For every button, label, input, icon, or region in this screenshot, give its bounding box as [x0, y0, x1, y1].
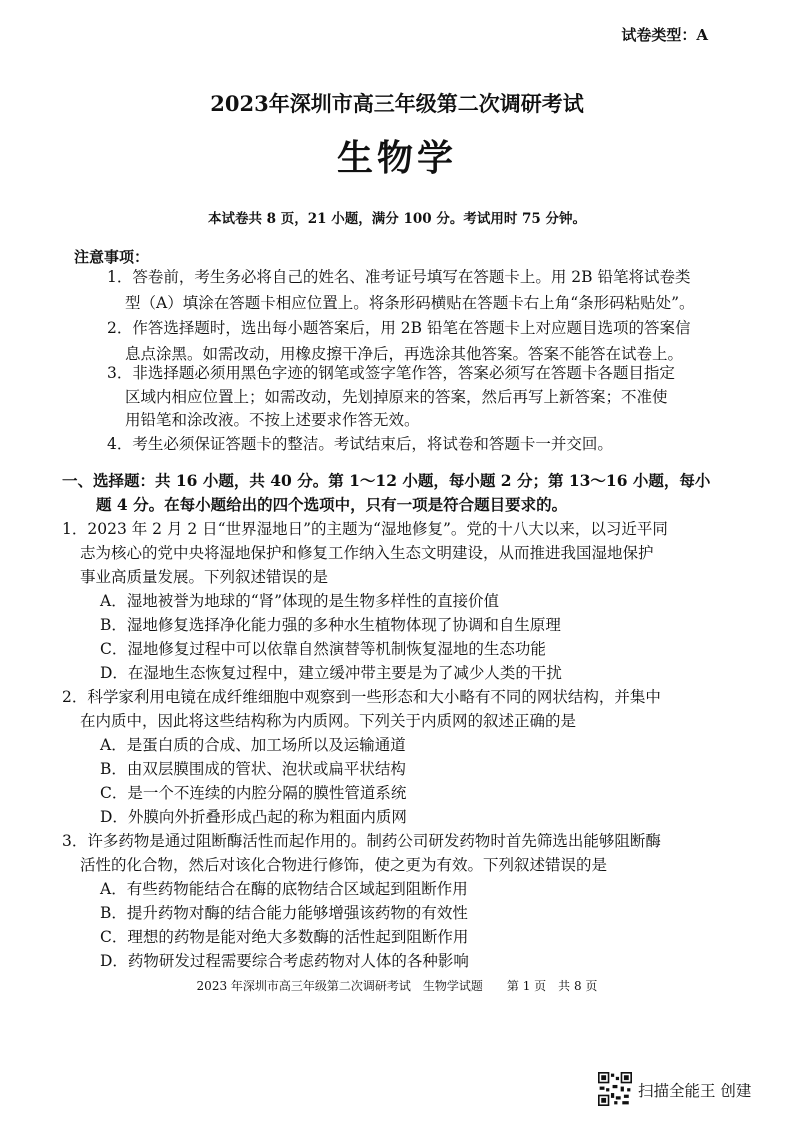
question-option: C．理想的药物是能对绝大多数酶的活性起到阻断作用 — [100, 928, 469, 946]
exam-title: 2023年深圳市高三年级第二次调研考试 — [210, 91, 584, 116]
question-option: B．提升药物对酶的结合能力能够增强该药物的有效性 — [100, 904, 468, 922]
question-stem-line: 事业高质量发展。下列叙述错误的是 — [80, 568, 329, 586]
question-option: C．湿地修复过程中可以依靠自然演替等机制恢复湿地的生态功能 — [100, 640, 546, 658]
scanner-watermark: 扫描全能王 创建 — [638, 1082, 752, 1100]
notice-item-3-line-2: 区域内相应位置上；如需改动，先划掉原来的答案，然后再写上新答案；不准使 — [125, 388, 668, 406]
qr-code-icon — [598, 1072, 632, 1106]
question-stem-line: 2．科学家利用电镜在成纤维细胞中观察到一些形态和大小略有不同的网状结构，并集中 — [62, 688, 661, 706]
question-stem-line: 志为核心的党中央将湿地保护和修复工作纳入生态文明建设，从而推进我国湿地保护 — [80, 544, 654, 562]
question-option: D．外膜向外折叠形成凸起的称为粗面内质网 — [100, 808, 407, 826]
question-option: D．在湿地生态恢复过程中，建立缓冲带主要是为了减少人类的干扰 — [100, 664, 562, 682]
notice-item-4-line-1: 4．考生必须保证答题卡的整洁。考试结束后，将试卷和答题卡一并交回。 — [107, 435, 613, 453]
notice-item-2-line-2: 息点涂黑。如需改动，用橡皮擦干净后，再选涂其他答案。答案不能答在试卷上。 — [125, 345, 684, 363]
question-option: C．是一个不连续的内腔分隔的膜性管道系统 — [100, 784, 407, 802]
question-option: D．药物研发过程需要综合考虑药物对人体的各种影响 — [100, 952, 469, 970]
notice-item-2-line-1: 2．作答选择题时，选出每小题答案后，用 2B 铅笔在答题卡上对应题目选项的答案信 — [107, 319, 691, 337]
question-stem-line: 1．2023 年 2 月 2 日“世界湿地日”的主题为“湿地修复”。党的十八大以来，以习近平同 — [62, 520, 668, 538]
question-option: A．是蛋白质的合成、加工场所以及运输通道 — [100, 736, 406, 754]
subject-title: 生物学 — [336, 137, 457, 179]
section-1-instructions-line-2: 题 4 分。在每小题给出的四个选项中，只有一项是符合题目要求的。 — [96, 495, 568, 514]
notice-heading: 注意事项： — [74, 248, 150, 266]
question-option: B．由双层膜围成的管状、泡状或扁平状结构 — [100, 760, 406, 778]
notice-item-1-line-2: 型（A）填涂在答题卡相应位置上。将条形码横贴在答题卡右上角“条形码粘贴处”。 — [125, 294, 695, 312]
question-option: A．有些药物能结合在酶的底物结合区域起到阻断作用 — [100, 880, 468, 898]
exam-meta: 本试卷共 8 页，21 小题，满分 100 分。考试用时 75 分钟。 — [207, 211, 587, 227]
notice-item-3-line-3: 用铅笔和涂改液。不按上述要求作答无效。 — [125, 411, 420, 429]
section-1-instructions-line-1: 一、选择题：共 16 小题，共 40 分。第 1～12 小题，每小题 2 分；第 13～16 小题，每小 — [62, 471, 711, 490]
question-stem-line: 活性的化合物，然后对该化合物进行修饰，使之更为有效。下列叙述错误的是 — [80, 856, 608, 874]
page-footer: 2023 年深圳市高三年级第二次调研考试 生物学试题 第 1 页 共 8 页 — [196, 979, 598, 993]
question-option: B．湿地修复选择净化能力强的多种水生植物体现了协调和自生原理 — [100, 616, 561, 634]
exam-type-label: 试卷类型：A — [621, 26, 708, 44]
notice-item-1-line-1: 1．答卷前，考生务必将自己的姓名、准考证号填写在答题卡上。用 2B 铅笔将试卷类 — [107, 268, 691, 286]
question-option: A．湿地被誉为地球的“肾”体现的是生物多样性的直接价值 — [100, 592, 500, 610]
question-stem-line: 在内质中，因此将这些结构称为内质网。下列关于内质网的叙述正确的是 — [80, 712, 577, 730]
notice-item-3-line-1: 3．非选择题必须用黑色字迹的钢笔或签字笔作答，答案必须写在答题卡各题目指定 — [107, 364, 675, 382]
question-stem-line: 3．许多药物是通过阻断酶活性而起作用的。制药公司研发药物时首先筛选出能够阻断酶 — [62, 832, 661, 850]
